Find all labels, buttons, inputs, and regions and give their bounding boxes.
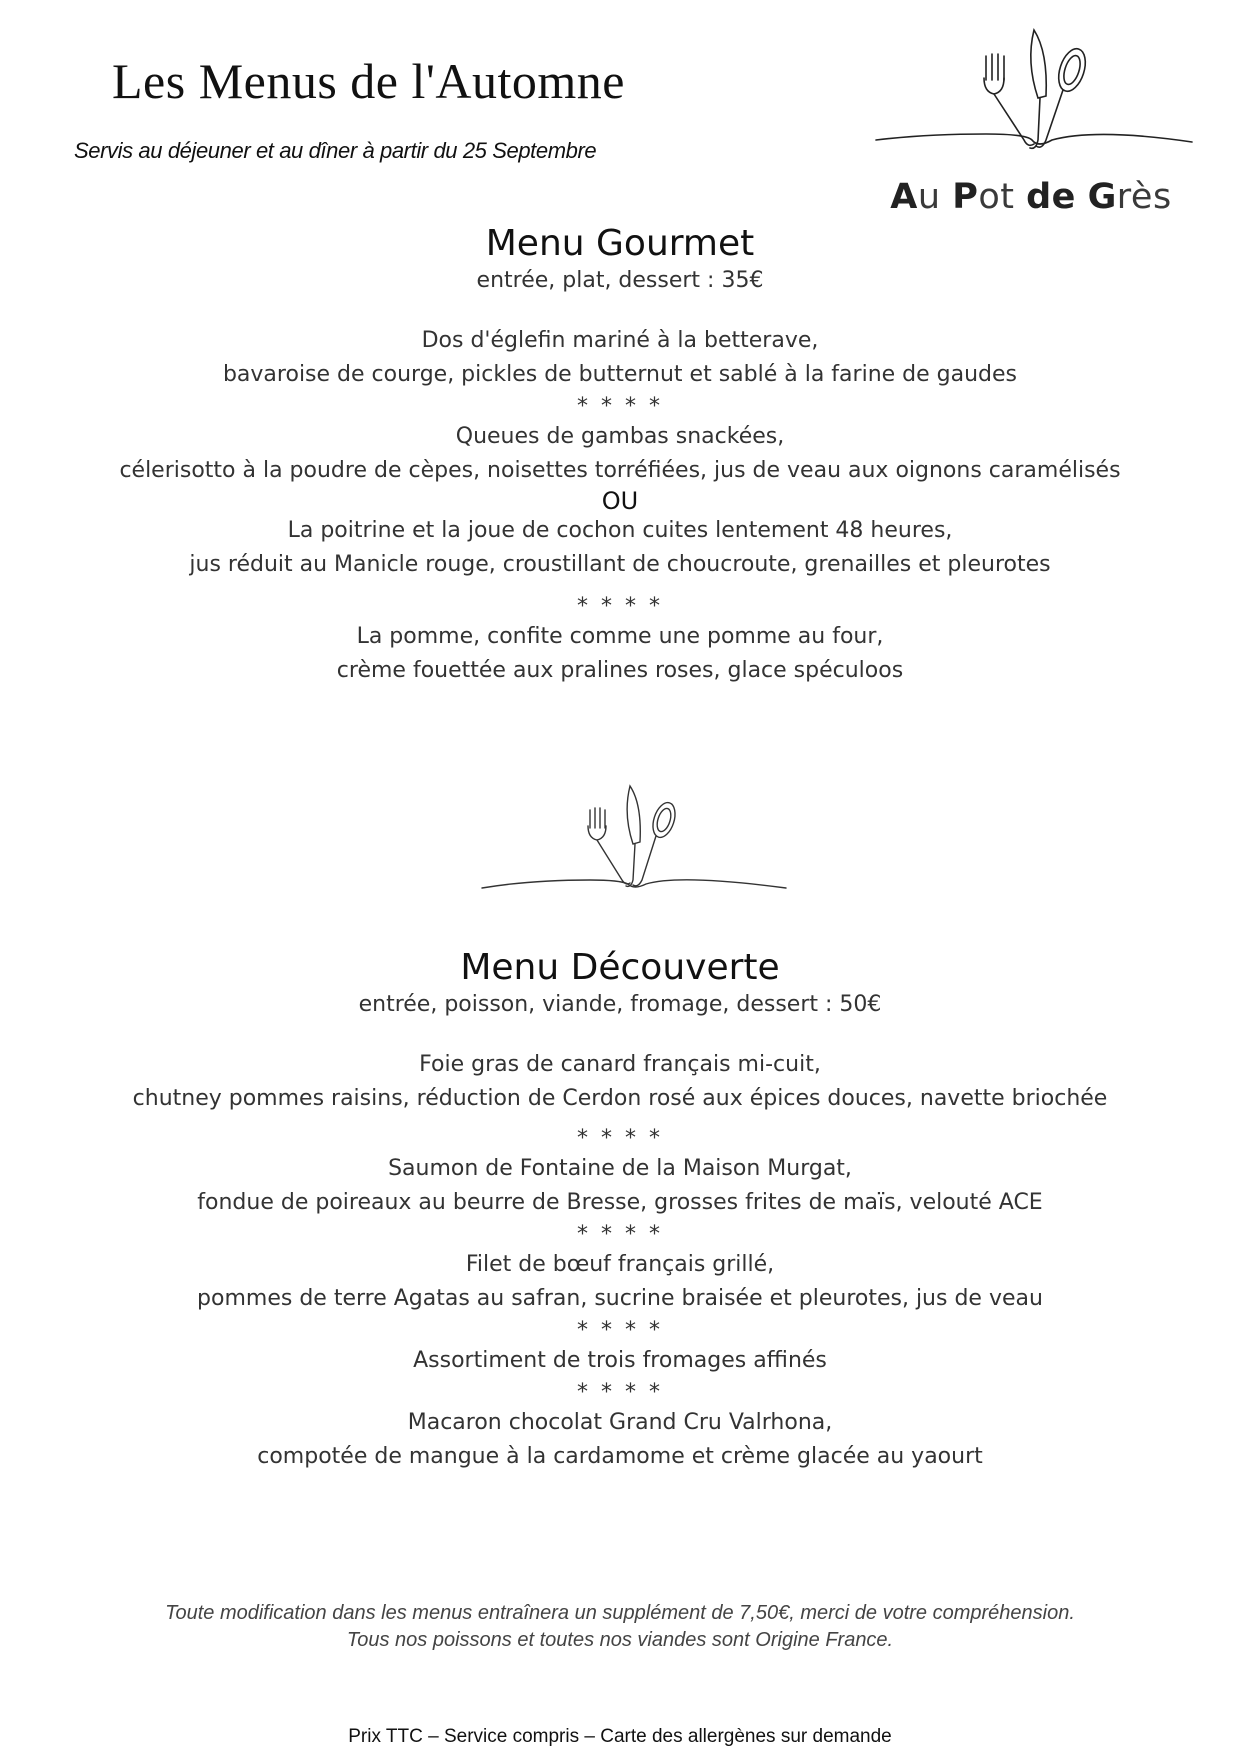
- course-separator: * * * *: [577, 1318, 663, 1343]
- gourmet-entree-line-1: Dos d'églefin mariné à la betterave,: [421, 328, 819, 353]
- menu-decouverte: [0, 946, 1240, 1474]
- menu-decouverte-price: entrée, poisson, viande, fromage, dessert : 50€: [358, 992, 882, 1017]
- decouverte-dessert-line-2: compotée de mangue à la cardamome et crème glacée au yaourt: [257, 1444, 983, 1469]
- menu-notes: [0, 1600, 1240, 1654]
- gourmet-entree-line-2: bavaroise de courge, pickles de butternut et sablé à la farine de gaudes: [222, 362, 1018, 387]
- course-separator: * * * *: [577, 1126, 663, 1151]
- gourmet-plat-1-line-1: Queues de gambas snackées,: [455, 424, 785, 449]
- note-line-2: Tous nos poissons et toutes nos viandes sont Origine France.: [346, 1629, 894, 1651]
- gourmet-plat-2-line-2: jus réduit au Manicle rouge, croustillant de choucroute, grenailles et pleurotes: [189, 552, 1051, 577]
- decouverte-entree-line-1: Foie gras de canard français mi-cuit,: [419, 1052, 821, 1077]
- gourmet-plat-1-line-2: célerisotto à la poudre de cèpes, noisettes torréfiées, jus de veau aux oignons caramélisés: [119, 458, 1121, 483]
- decouverte-fromage-line-1: Assortiment de trois fromages affinés: [413, 1348, 827, 1373]
- course-separator: * * * *: [577, 394, 663, 419]
- menu-gourmet-price: entrée, plat, dessert : 35€: [476, 268, 764, 293]
- menu-gourmet-title: Menu Gourmet: [485, 223, 755, 264]
- course-separator: * * * *: [577, 1380, 663, 1405]
- page-footer: Prix TTC – Service compris – Carte des allergènes sur demande: [348, 1726, 892, 1747]
- note-line-1: Toute modification dans les menus entraînera un supplément de 7,50€, merci de votre compréhension.: [165, 1602, 1075, 1624]
- decouverte-viande-line-1: Filet de bœuf français grillé,: [465, 1252, 775, 1277]
- decouverte-dessert-line-1: Macaron chocolat Grand Cru Valrhona,: [407, 1410, 833, 1435]
- cutlery-divider-icon: [480, 780, 790, 910]
- gourmet-plat-2-line-1: La poitrine et la joue de cochon cuites lentement 48 heures,: [287, 518, 953, 543]
- decouverte-entree-line-2: chutney pommes raisins, réduction de Cerdon rosé aux épices douces, navette briochée: [132, 1086, 1108, 1111]
- course-separator: * * * *: [577, 594, 663, 619]
- brand-name: Au Pot de Grès: [890, 177, 1172, 217]
- menu-gourmet: [0, 222, 1240, 688]
- gourmet-dessert-line-1: La pomme, confite comme une pomme au four,: [356, 624, 884, 649]
- decouverte-viande-line-2: pommes de terre Agatas au safran, sucrine braisée et pleurotes, jus de veau: [197, 1286, 1043, 1311]
- or-label: OU: [601, 487, 639, 515]
- menu-decouverte-title: Menu Découverte: [460, 947, 780, 988]
- decouverte-poisson-line-1: Saumon de Fontaine de la Maison Murgat,: [388, 1156, 852, 1181]
- decouverte-poisson-line-2: fondue de poireaux au beurre de Bresse, grosses frites de maïs, velouté ACE: [197, 1190, 1043, 1215]
- page-subtitle: Servis au déjeuner et au dîner à partir du 25 Septembre: [74, 138, 597, 163]
- page-title: Les Menus de l'Automne: [112, 53, 625, 109]
- gourmet-dessert-line-2: crème fouettée aux pralines roses, glace spéculoos: [336, 658, 904, 683]
- course-separator: * * * *: [577, 1222, 663, 1247]
